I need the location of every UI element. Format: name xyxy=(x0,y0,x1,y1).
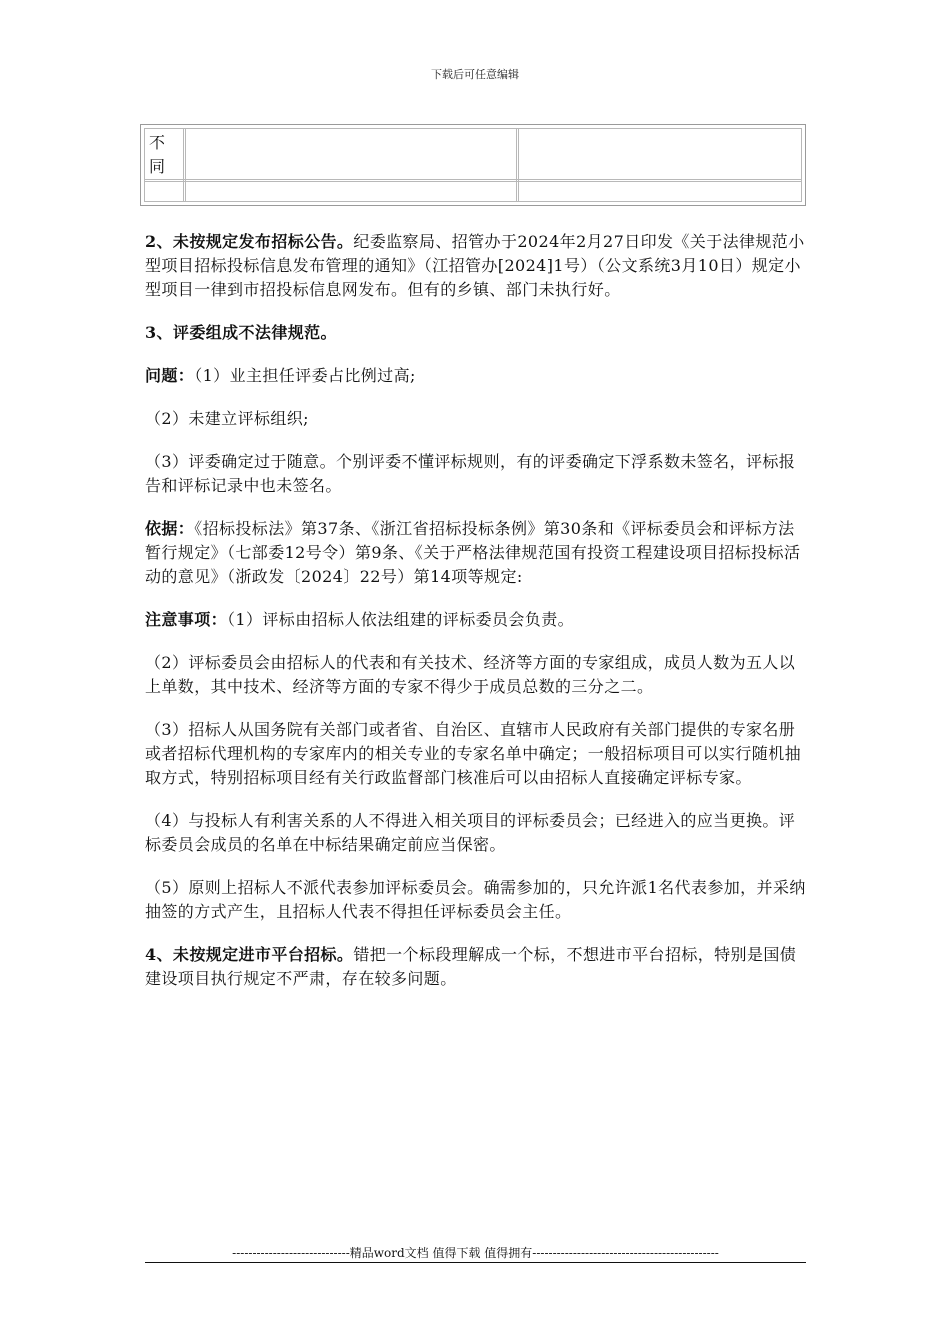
section-text: 纪委监察局、招管办于2024年2月27日印发《关于法律规范小型项目招标投标信息发布管理的通知》（江招管办[2024]1号）（公文系统3月10日）规定小型项目一律到市招投标信息网发布。但有的乡镇、部门未执行好。 xyxy=(145,232,805,299)
page-header: 下载后可任意编辑 xyxy=(431,68,519,81)
problem-item: （3）评委确定过于随意。个别评委不懂评标规则，有的评委确定下浮系数未签名，评标报告和评标记录中也未签名。 xyxy=(145,452,796,495)
section-heading: 3、评委组成不法律规范。 xyxy=(145,323,337,342)
note-item: （1）评标由招标人依法组建的评标委员会负责。 xyxy=(227,610,574,629)
problem-item: （1）业主担任评委占比例过高; xyxy=(194,366,416,385)
table-cell: 不同 xyxy=(149,133,166,176)
basis-label: 依据： xyxy=(145,519,195,538)
basis-paragraph xyxy=(145,517,810,589)
note-item: （5）原则上招标人不派代表参加评标委员会。确需参加的，只允许派1名代表参加，并采纳抽签的方式产生，且招标人代表不得担任评标委员会主任。 xyxy=(145,878,806,921)
note-item: （2）评标委员会由招标人的代表和有关技术、经济等方面的专家组成，成员人数为五人以上单数，其中技术、经济等方面的专家不得少于成员总数的三分之二。 xyxy=(145,653,796,696)
table-inner-border xyxy=(144,128,802,202)
table-column-divider xyxy=(516,128,519,202)
table xyxy=(140,124,806,206)
table-row-divider xyxy=(144,179,802,182)
section-heading: 4、未按规定进市平台招标。 xyxy=(145,945,354,964)
basis-text: 《招标投标法》第37条、《浙江省招标投标条例》第30条和《评标委员会和评标方法暂行规定》（七部委12号令）第9条、《关于严格法律规范国有投资工程建设项目招标投标活动的意见》（浙政发〔2024〕22号）第14项等规定: xyxy=(145,519,801,586)
note-item: （3）招标人从国务院有关部门或者省、自治区、直辖市人民政府有关部门提供的专家名册或者招标代理机构的专家库内的相关专业的专家名单中确定；一般招标项目可以实行随机抽取方式，特别招标项目经有关行政监督部门核准后可以由招标人直接确定评标专家。 xyxy=(145,720,802,787)
problem-paragraph xyxy=(145,364,810,388)
problem-label: 问题： xyxy=(145,366,195,385)
section-heading: 2、未按规定发布招标公告。 xyxy=(145,232,354,251)
section-3 xyxy=(145,321,810,345)
note-item: （4）与投标人有利害关系的人不得进入相关项目的评标委员会；已经进入的应当更换。评标委员会成员的名单在中标结果确定前应当保密。 xyxy=(145,811,796,854)
footer-rule xyxy=(145,1262,806,1263)
table-column-divider xyxy=(183,128,186,202)
section-text: 错把一个标段理解成一个标，不想进市平台招标，特别是国债建设项目执行规定不严肃，存在较多问题。 xyxy=(145,945,797,988)
section-2 xyxy=(145,230,810,302)
notes-label: 注意事项： xyxy=(145,610,228,629)
section-4 xyxy=(145,943,810,991)
page-footer: -----------------------------精品word文档 值得下载 值得拥有---------------------------------------------- xyxy=(232,1246,719,1260)
document-body xyxy=(145,230,810,1010)
problem-item: （2）未建立评标组织; xyxy=(145,409,309,428)
notes-paragraph xyxy=(145,608,810,632)
